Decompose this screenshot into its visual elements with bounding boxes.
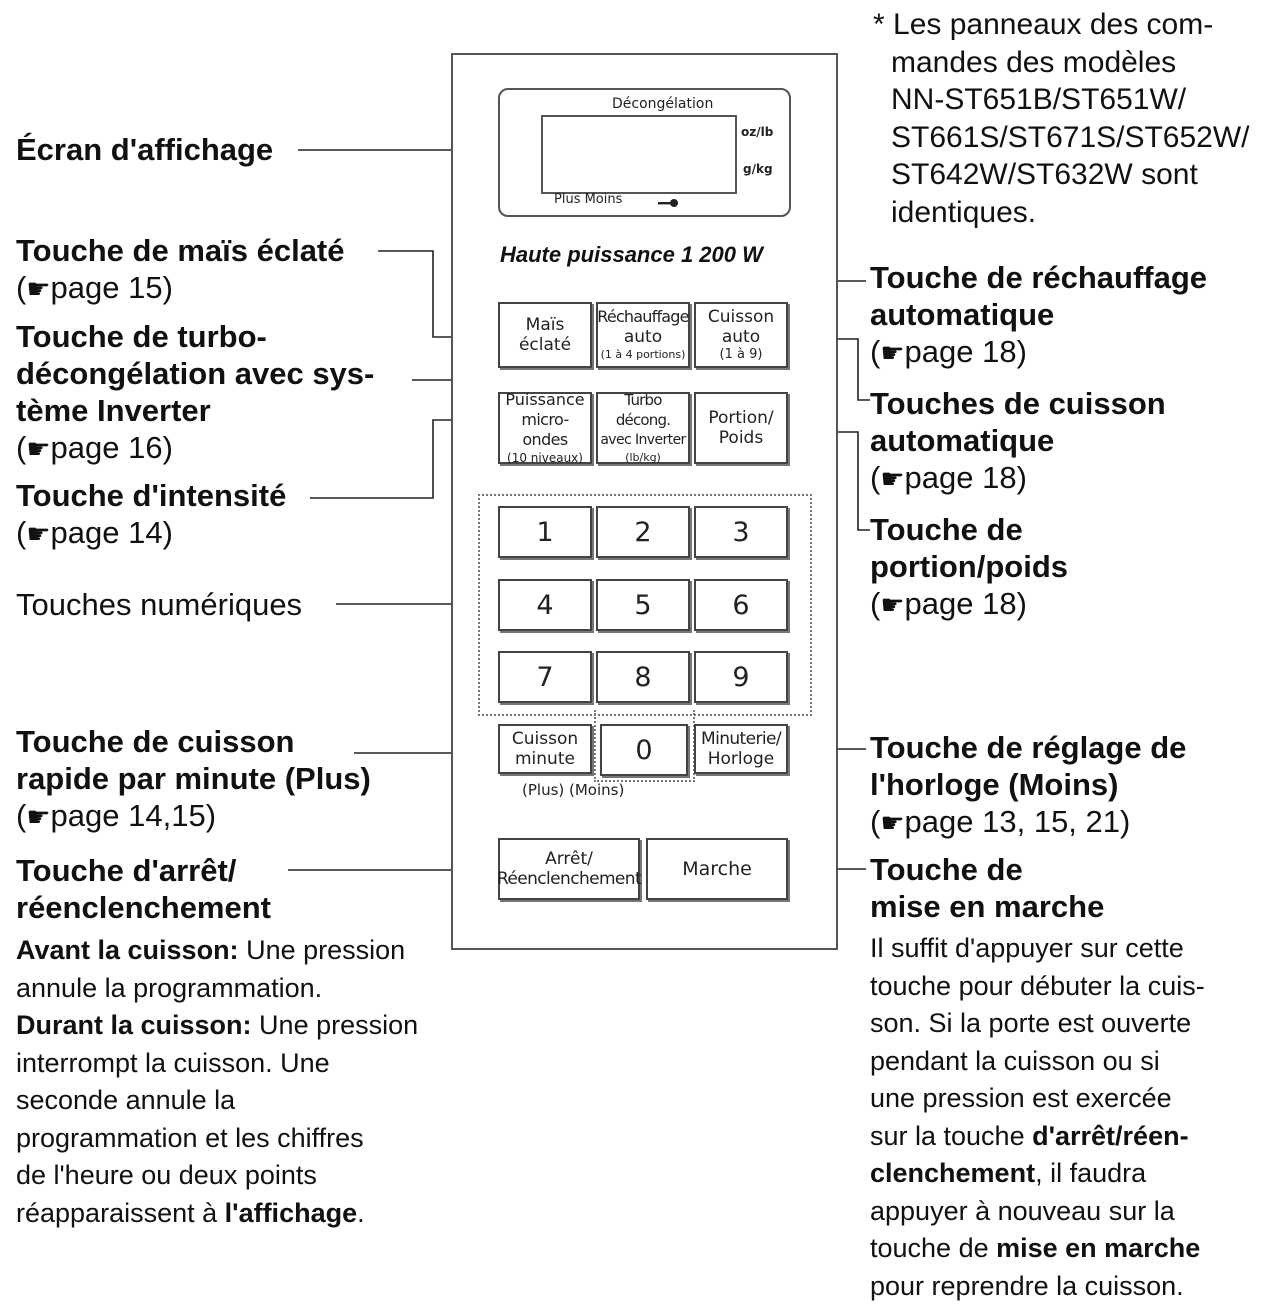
models-note: * Les panneaux des com- mandes des modèles NN-ST651B/ST651W/ ST661S/ST671S/ST652W/ ST642W/ST632W sont identiques. bbox=[873, 8, 1250, 229]
auto-reheat-button[interactable]: Réchauffage auto (1 à 4 portions) bbox=[596, 302, 690, 368]
pointing-hand-icon: ☛ bbox=[26, 434, 51, 464]
plus-moins-caption: (Plus) (Moins) bbox=[522, 781, 625, 799]
popcorn-button[interactable]: Maïs éclaté bbox=[498, 302, 592, 368]
label-intensite: Touche d'intensité (☛page 14) bbox=[16, 478, 287, 550]
pointing-hand-icon: ☛ bbox=[26, 802, 51, 832]
start-description: Il suffit d'appuyer sur cette touche pour débuter la cuis- son. Si la porte est ouverte pendant la cuisson ou si une pression est exercée sur la touche d'arrêt/réen- clenchement, il faudra appuyer à nouveau sur la touche de mise en marche pour reprendre la cuisson. bbox=[870, 933, 1205, 1301]
quick-minute-button[interactable]: Cuisson minute bbox=[498, 724, 592, 774]
label-arret: Touche d'arrêt/ réenclenchement bbox=[16, 853, 271, 925]
label-turbo: Touche de turbo- décongélation avec sys- tème Inverter (☛page 16) bbox=[16, 319, 375, 465]
power-level-button[interactable]: Puissance micro-ondes (10 niveaux) bbox=[498, 392, 592, 464]
display-title: Décongélation bbox=[612, 96, 714, 112]
label-mais: Touche de maïs éclaté (☛page 15) bbox=[16, 233, 345, 305]
label-marche: Touche de mise en marche bbox=[870, 852, 1105, 924]
pointing-hand-icon: ☛ bbox=[880, 464, 905, 494]
display-unit-oz: oz/lb bbox=[741, 125, 774, 139]
label-horloge: Touche de réglage de l'horloge (Moins) (☛page 13, 15, 21) bbox=[870, 730, 1187, 839]
label-portion: Touche de portion/poids (☛page 18) bbox=[870, 512, 1069, 621]
digit-7-button[interactable]: 7 bbox=[498, 651, 592, 703]
digit-8-button[interactable]: 8 bbox=[596, 651, 690, 703]
key-icon bbox=[656, 196, 680, 214]
stop-reset-button[interactable]: Arrêt/ Réenclenchement bbox=[498, 838, 640, 900]
digit-1-button[interactable]: 1 bbox=[498, 506, 592, 558]
auto-cook-button[interactable]: Cuisson auto (1 à 9) bbox=[694, 302, 788, 368]
digit-9-button[interactable]: 9 bbox=[694, 651, 788, 703]
digit-4-button[interactable]: 4 bbox=[498, 579, 592, 631]
display-unit-g: g/kg bbox=[743, 162, 773, 176]
pointing-hand-icon: ☛ bbox=[880, 808, 905, 838]
digit-6-button[interactable]: 6 bbox=[694, 579, 788, 631]
pointing-hand-icon: ☛ bbox=[880, 590, 905, 620]
portion-weight-button[interactable]: Portion/ Poids bbox=[694, 392, 788, 464]
display-panel bbox=[498, 88, 791, 217]
digit-5-button[interactable]: 5 bbox=[596, 579, 690, 631]
digit-0-button[interactable]: 0 bbox=[600, 724, 688, 776]
label-numeriques: Touches numériques bbox=[16, 587, 303, 622]
label-ecran: Écran d'affichage bbox=[16, 132, 274, 167]
display-plus-moins: Plus Moins bbox=[554, 192, 623, 207]
digit-2-button[interactable]: 2 bbox=[596, 506, 690, 558]
label-cuisson-auto: Touches de cuisson automatique (☛page 18) bbox=[870, 386, 1166, 495]
power-label: Haute puissance 1 200 W bbox=[500, 242, 763, 267]
label-cuisson-rapide: Touche de cuisson rapide par minute (Plus) (☛page 14,15) bbox=[16, 724, 371, 833]
start-button[interactable]: Marche bbox=[646, 838, 788, 900]
stop-description: Avant la cuisson: Une pression annule la programmation. Durant la cuisson: Une pression interrompt la cuisson. Une seconde annule la programmation et les chiffres de l'heure ou deux points réapparaissent à l'affichage. bbox=[16, 935, 419, 1228]
timer-clock-button[interactable]: Minuterie/ Horloge bbox=[694, 724, 788, 774]
pointing-hand-icon: ☛ bbox=[880, 338, 905, 368]
label-rechauffage: Touche de réchauffage automatique (☛page 18) bbox=[870, 260, 1208, 369]
pointing-hand-icon: ☛ bbox=[26, 274, 51, 304]
display-screen bbox=[541, 115, 737, 194]
pointing-hand-icon: ☛ bbox=[26, 519, 51, 549]
turbo-defrost-button[interactable]: Turbo décong. avec Inverter (lb/kg) bbox=[596, 392, 690, 464]
digit-3-button[interactable]: 3 bbox=[694, 506, 788, 558]
